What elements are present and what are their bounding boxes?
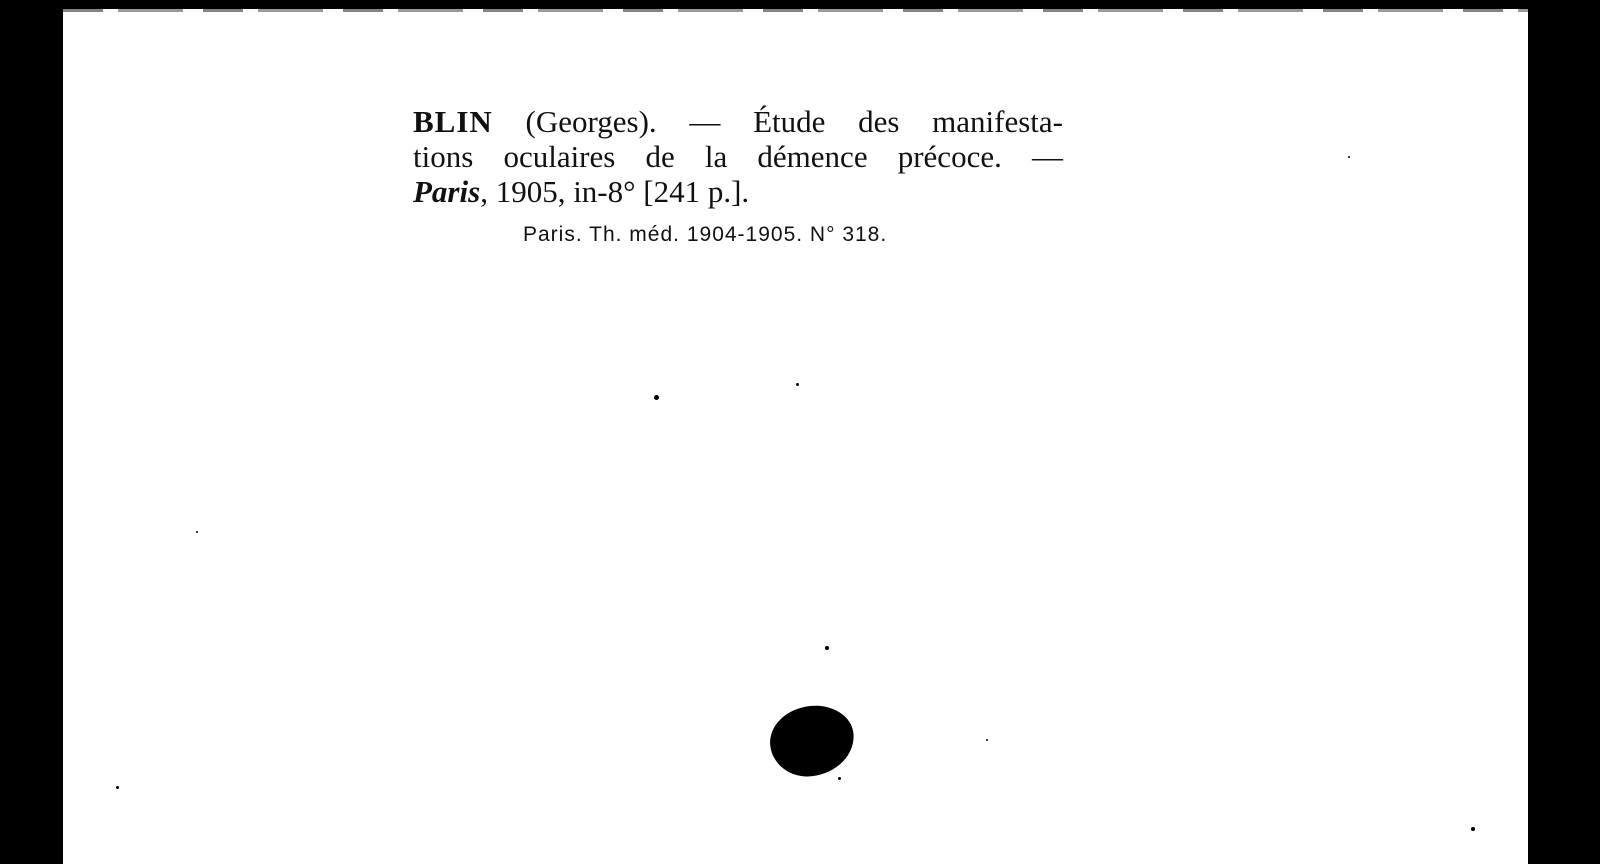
ink-blot bbox=[767, 702, 858, 780]
scan-speck bbox=[654, 395, 659, 400]
scan-speck bbox=[196, 531, 198, 533]
author-given-title: (Georges). — Étude des manifesta- bbox=[525, 104, 1063, 139]
entry-line-1 bbox=[413, 104, 1063, 139]
imprint-details: , 1905, in-8° [241 p.]. bbox=[480, 174, 750, 209]
scan-speck bbox=[116, 786, 119, 789]
author-surname: BLIN bbox=[413, 104, 493, 139]
scan-speck bbox=[825, 646, 829, 650]
scan-speck bbox=[838, 777, 841, 780]
scan-speck bbox=[1348, 156, 1350, 158]
bibliographic-entry bbox=[413, 104, 1063, 209]
thesis-note: Paris. Th. méd. 1904-1905. N° 318. bbox=[523, 223, 888, 246]
scan-speck bbox=[1471, 827, 1475, 831]
entry-line-3 bbox=[413, 174, 1063, 209]
top-edge-rule bbox=[63, 9, 1528, 12]
entry-line-2: tions oculaires de la démence précoce. — bbox=[413, 139, 1063, 174]
scanned-card bbox=[63, 9, 1528, 864]
scan-speck bbox=[986, 739, 988, 741]
scan-speck bbox=[796, 383, 799, 386]
imprint-place: Paris bbox=[413, 174, 481, 209]
